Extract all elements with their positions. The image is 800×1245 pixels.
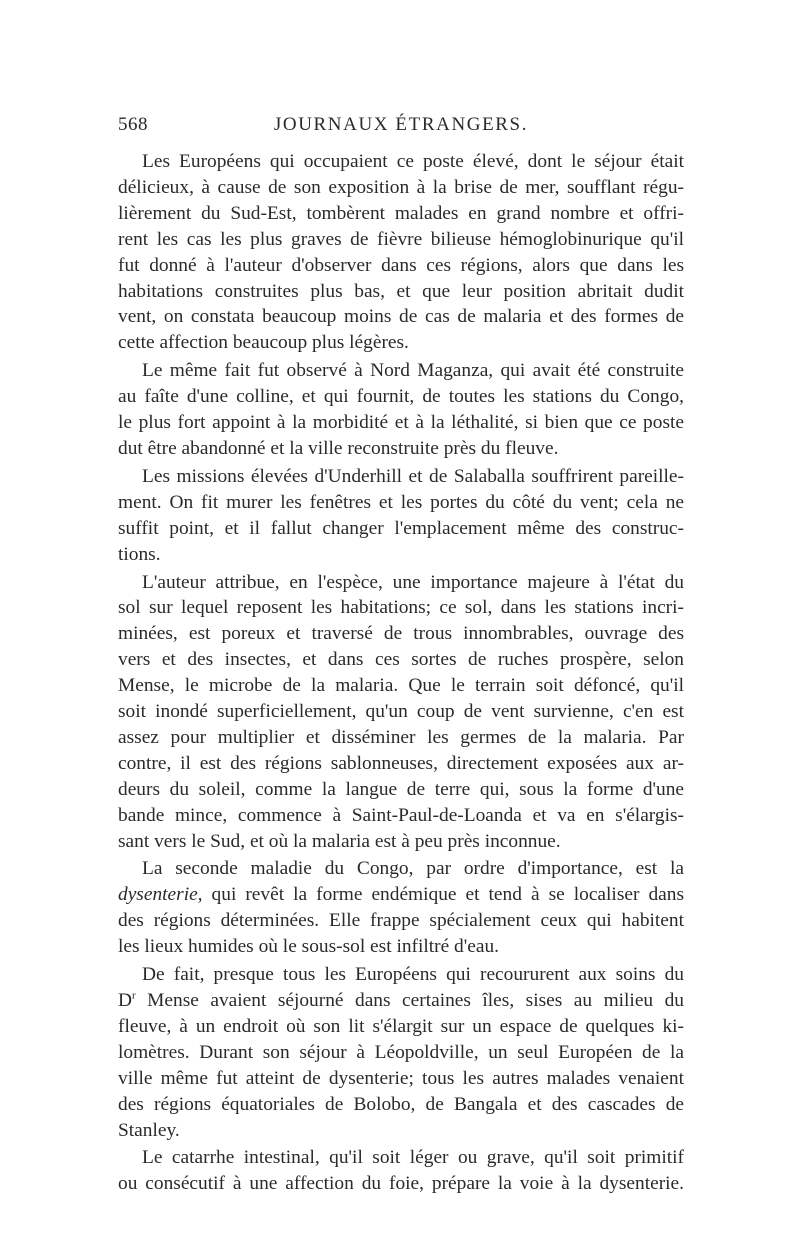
doctor-abbrev: D [118,990,133,1011]
text-line: vers et des insectes, et dans ces sortes de ruches prospère, selon [118,649,684,671]
body-text [118,149,684,1199]
text-line: La seconde maladie du Congo, par ordre d'importance, est la [142,858,684,880]
text-line: fut donné à l'auteur d'observer dans ces régions, alors que dans les [118,254,684,276]
text-line: les lieux humides où le sous-sol est infiltré d'eau. [118,936,500,958]
text-line-rest: qui revêt la forme endémique et tend à se localiser dans [202,884,684,906]
running-header [118,114,684,144]
text-line: sant vers le Sud, et où la malaria est à peu près inconnue. [118,830,561,852]
paragraph-1 [118,149,684,356]
text-line: des régions déterminées. Elle frappe spécialement ceux qui habitent [118,910,684,932]
text-line: tions. [118,543,161,565]
text-line: assez pour multiplier et disséminer les germes de la malaria. Par [118,726,684,748]
paragraph-2 [118,358,684,462]
text-line: au faîte d'une colline, et qui fournit, de toutes les stations du Congo, [118,386,684,408]
text-line: ville même fut atteint de dysenterie; tous les autres malades venaient [118,1067,684,1089]
text-line: Le même fait fut observé à Nord Maganza, qui avait été construite [142,360,684,382]
text-line: lièrement du Sud-Est, tombèrent malades en grand nombre et offri- [118,202,684,224]
text-line: vent, on constata beaucoup moins de cas de malaria et des formes de [118,306,684,328]
text-line: suffit point, et il fallut changer l'emplacement même des construc- [118,517,684,539]
text-line: fleuve, à un endroit où son lit s'élargit sur un espace de quelques ki- [118,1015,684,1037]
text-line: ment. On fit murer les fenêtres et les portes du côté du vent; cela ne [118,491,684,513]
text-line: deurs du soleil, comme la langue de terre qui, sous la forme d'une [118,778,684,800]
text-line: sol sur lequel reposent les habitations; ce sol, dans les stations incri- [118,597,684,619]
text-line: Stanley. [118,1119,180,1141]
running-title: JOURNAUX ÉTRANGERS. [273,114,529,135]
paragraph-4 [118,570,684,855]
text-line: des régions équatoriales de Bolobo, de Bangala et des cascades de [118,1093,684,1115]
text-line-italic-start [118,882,684,908]
page-number: 568 [118,114,148,135]
text-line: lomètres. Durant son séjour à Léopoldville, un seul Européen de la [118,1041,684,1063]
text-line: dut être abandonné et la ville reconstruite près du fleuve. [118,437,559,459]
paragraph-6 [118,962,684,1143]
text-line: Les Européens qui occupaient ce poste élevé, dont le séjour était [142,151,684,172]
text-line: habitations construites plus bas, et que leur position abritait dudit [118,280,684,302]
text-line: délicieux, à cause de son exposition à la brise de mer, soufflant régu- [118,176,684,198]
paragraph-3 [118,464,684,568]
paragraph-7 [118,1145,684,1197]
text-line: ou consécutif à une affection du foie, prépare la voie à la dysenterie. [118,1173,684,1195]
text-line: Mense, le microbe de la malaria. Que le terrain soit défoncé, qu'il [118,675,684,697]
text-line: Le catarrhe intestinal, qu'il soit léger ou grave, qu'il soit primitif [142,1147,684,1169]
text-line: contre, il est des régions sablonneuses, directement exposées aux ar- [118,752,684,774]
text-line-rest: Mense avaient séjourné dans certaines îles, sises au milieu du [135,990,684,1011]
text-line: cette affection beaucoup plus légères. [118,332,409,354]
text-line: minées, est poreux et traversé de trous innombrables, ouvrage des [118,623,684,645]
paragraph-5 [118,856,684,960]
text-line: rent les cas les plus graves de fièvre bilieuse hémoglobinurique qu'il [118,228,684,250]
text-line: bande mince, commence à Saint-Paul-de-Loanda et va en s'élargis- [118,804,684,826]
text-line: soit inondé superficiellement, qu'un coup de vent survienne, c'en est [118,701,684,723]
text-line: L'auteur attribue, en l'espèce, une importance majeure à l'état du [142,571,684,593]
italic-term: dysenterie, [118,884,203,906]
doctor-abbrev-sup: r [132,989,136,1002]
text-line-doctor [118,988,684,1014]
text-line: le plus fort appoint à la morbidité et à la léthalité, si bien que ce poste [118,412,684,434]
text-line: De fait, presque tous les Européens qui recoururent aux soins du [142,964,684,986]
text-line: Les missions élevées d'Underhill et de Salaballa souffrirent pareille- [142,465,684,487]
